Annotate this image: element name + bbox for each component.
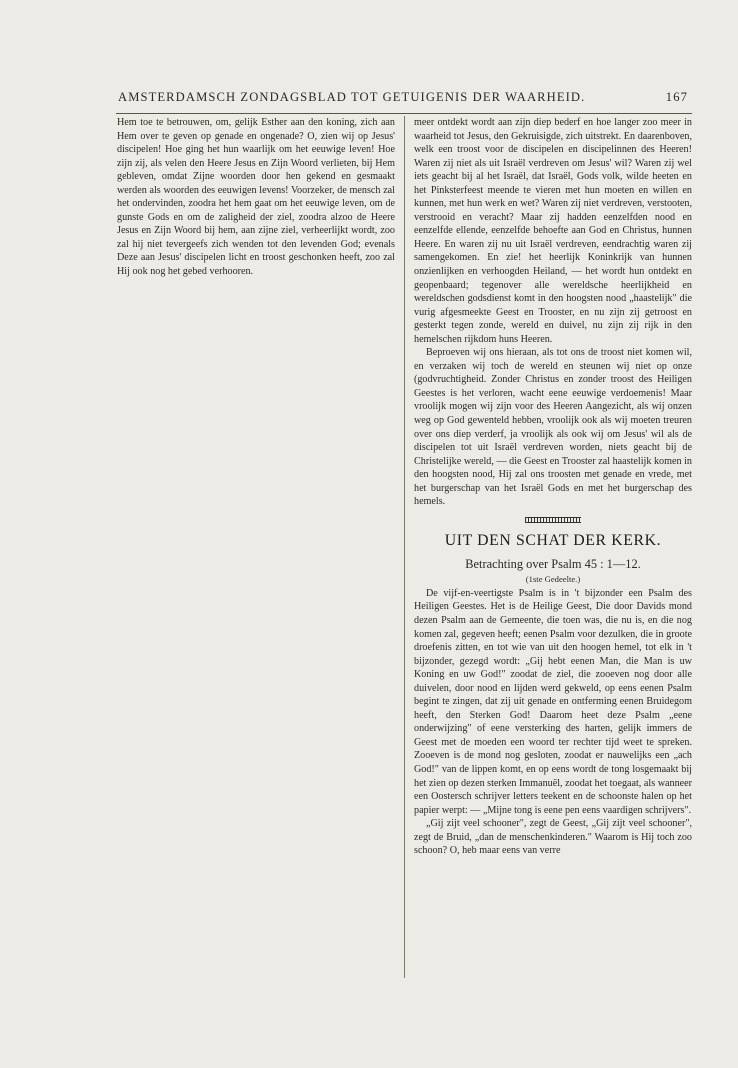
page-number: 167: [665, 90, 688, 104]
section-title: UIT DEN SCHAT DER KERK.: [444, 531, 662, 549]
header-rule: [116, 113, 692, 114]
right-column: [414, 116, 692, 858]
newspaper-page: [100, 78, 700, 983]
article-subtitle: Betrachting over Psalm 45 : 1—12.: [465, 556, 641, 571]
running-header: [118, 90, 688, 108]
paragraph: „Gij zijt veel schooner", zegt de Geest, „Gij zijt veel schooner", zegt de Bruid, „dan de menschenkinderen." Waarom is Hij toch zoo schoon? O, heb maar eens van verre: [414, 818, 692, 857]
paragraph: Hem toe te betrouwen, om, gelijk Esther aan den koning, zich aan Hem over te geven op genade en ongenade? O, zien wij op Jesus' discipelen! Hoe ging het hun waarlijk om het eeuwige leven! Hoe zijn zij, als velen den Heere Jesus en Zijn Woord verlieten, bij Hem gebleven, omdat Zijne woorden door hen gekend en gesmaakt werden als woorden des eeuwigen levens! Voorzeker, de mensch zal het ondervinden, zoodra het hem gaat om het eeuwige leven, om de gunste Gods en om de zaligheid der ziel, zoodra alzoo de Heere Jesus en Zijn Woord bij hem, aan zijne ziel, verheerlijkt wordt, zoo zal hij niet tevergeefs zich wenden tot den levenden God; evenals Deze aan Jesus' discipelen licht en troost geschonken heeft, zoo zal Hij ook nog het gebed verhooren.: [117, 117, 395, 278]
paragraph: meer ontdekt wordt aan zijn diep bederf en hoe langer zoo meer in waarheid tot Jesus, den Gekruisigde, zich uitstrekt. En daarenboven, welk een troost voor de discipelen en discipelinnen des Heeren! Waren zij niet als uit Israël verdreven om Jesus' wil? Waren zij wel iets geacht bij al het Israël, dat Israël, Gods volk, wilde heeten en het Pinksterfeest meende te vieren met hun moeten en willen en kunnen, met hun werk en wet? Waren zij niet verdreven, verstooten, verstrooid en veracht? Maar zij hadden eenzelfden nood en eenzelfde ellende, eenzelfde behoefte aan God en Christus, hunnen Heere. En waren zij nu uit Israël verdreven, eendrachtig waren zij samengekomen. En zie! het heerlijk Koninkrijk van hunnen onzienlijken en verhoogden Heiland, — het wordt hun ontdekt en geopenbaard; tegenover alle wereldsche heerlijkheid en wereldschen godsdienst komt in den hoogsten nood „haastelijk" die vurig afgesmeekte Geest en Trooster, en nu zijn zij getroost en gesterkt tegen zonde, wereld en duivel, nu zijn zij rijk in den hemelschen rijkdom huns Heeren.: [414, 117, 692, 345]
paragraph: De vijf-en-veertigste Psalm is in 't bijzonder een Psalm des Heiligen Geestes. Het is de Heilige Geest, Die door Davids mond dezen Psalm aan de Gemeente, die toen was, die nu is, en die nog komen zal, gegeven heeft; eenen Psalm voor dezulken, die in groote droefenis zitten, en tot wie van uit den hoogen hemel, tot elk in 't bijzonder, gezegd wordt: „Gij hebt eenen Man, die Man is uw Koning en uw God!" zoodat de ziel, die zooeven nog door alle duivelen, door nood en lijden werd gekweld, op eens eenen Psalm begint te zingen, dat zij uit genade en ontferming eenen Bruidegom heeft, den Sterken God! Daarom heet deze Psalm „eene onderwijzing" of eene versterking des harten, gelijk immers de Geest met de moeden een woord ter rechter tijd weet te spreken. Zooeven is de mond nog gesloten, zoodat er nauwelijks een „ach God!" van de lippen komt, en op eens wordt de tong losgemaakt bij het zien op dezen sterken Immanuël, zoodat het toegaat, als wanneer een Oostersch schrijver letters teekent en de schoonste halen op het papier werpt: — „Mijne tong is eene pen eens vaardigen schrijvers".: [414, 587, 692, 816]
paragraph: Beproeven wij ons hieraan, als tot ons de troost niet komen wil, en verzaken wij toch de wereld en steunen wij niet op onze (godvruchtigheid. Zonder Christus en zonder troost des Heiligen Geestes is het verloren, wacht eene eeuwige verdoemenis! Maar vroolijk mogen wij zijn voor des Heeren Aangezicht, als wij onzen weg op God gewenteld hebben, vroolijk ook als wij moeten treuren over ons diep verderf, ja vroolijk als ook wij om Jesus' wil als de discipelen tot uit Israël verdreven worden, niets geacht bij de Christelijke wereld, — die Geest en Trooster zal haastelijk komen in den hoogsten nood, Hij zal ons troosten met genade en vrede, met het burgerschap van het Israël Gods en met het burgerschap des hemels.: [414, 347, 692, 508]
section-ornament: [525, 517, 581, 523]
header-title: AMSTERDAMSCH ZONDAGSBLAD TOT GETUIGENIS DER WAARHEID.: [118, 90, 586, 104]
column-divider: [404, 116, 405, 978]
left-column: [117, 116, 395, 279]
article-part-label: (1ste Gedeelte.): [525, 573, 581, 584]
